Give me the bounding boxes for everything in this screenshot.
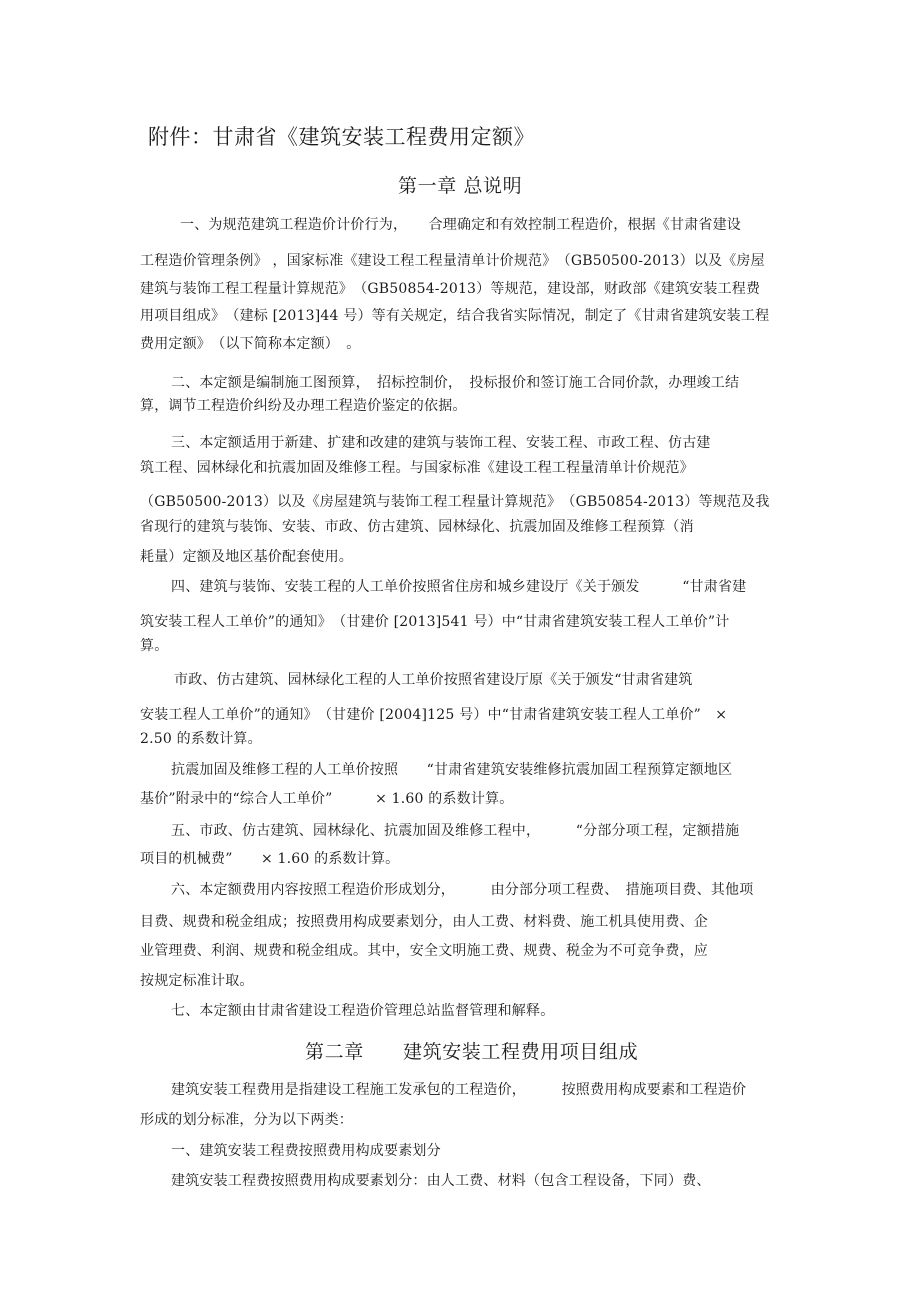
paragraph-line: 按规定标准计取。 — [140, 973, 254, 989]
paragraph-line: 一、建筑安装工程费按照费用构成要素划分 — [171, 1143, 441, 1159]
paragraph-line: 三、本定额适用于新建、扩建和改建的建筑与装饰工程、安装工程、市政工程、仿古建 — [171, 435, 711, 451]
paragraph-line: 安装工程人工单价”的通知》 （甘建价 [2004]125 号）中“甘肃省建筑安装工程人工单价” × — [140, 707, 728, 723]
paragraph-line: 一、为规范建筑工程造价计价行为， 合理确定和有效控制工程造价，根据《甘肃省建设 — [180, 217, 741, 233]
paragraph-line: 建筑安装工程费用是指建设工程施工发承包的工程造价， 按照费用构成要素和工程造价 — [171, 1082, 747, 1098]
paragraph-line: 市政、仿古建筑、园林绿化工程的人工单价按照省建设厅原《关于颁发“甘肃省建筑 — [174, 672, 693, 688]
paragraph-line: 算，调节工程造价纠纷及办理工程造价鉴定的依据。 — [140, 398, 467, 414]
paragraph-line: 二、本定额是编制施工图预算， 招标控制价， 投标报价和签订施工合同价款，办理竣工结 — [171, 375, 740, 391]
document-title: 附件：甘肃省《建筑安装工程费用定额》 — [148, 125, 535, 149]
paragraph-line: 耗量）定额及地区基价配套使用。 — [140, 549, 353, 565]
paragraph-line: 工程造价管理条例》 ，国家标准《建设工程工程量清单计价规范》 （GB50500-2013）以及《房屋 — [140, 253, 765, 269]
paragraph-line: 四、建筑与装饰、安装工程的人工单价按照省住房和城乡建设厅《关于颁发 “甘肃省建 — [171, 579, 747, 595]
paragraph-line: 项目的机械费” × 1.60 的系数计算。 — [140, 851, 400, 867]
paragraph-line: 形成的划分标准，分为以下两类： — [140, 1112, 353, 1128]
paragraph-line: 费用定额》 （以下简称本定额） 。 — [140, 336, 361, 352]
chapter-2-title: 第二章 建筑安装工程费用项目组成 — [305, 1041, 639, 1063]
paragraph-line: 算。 — [140, 638, 169, 654]
paragraph-line: 省现行的建筑与装饰、安装、市政、仿古建筑、园林绿化、抗震加固及维修工程预算（消 — [140, 519, 694, 535]
paragraph-line: 筑工程、园林绿化和抗震加固及维修工程。与国家标准《建设工程工程量清单计价规范》 — [140, 460, 694, 476]
paragraph-line: （GB50500-2013）以及《房屋建筑与装饰工程工程量计算规范》 （GB50854-2013）等规范及我 — [140, 494, 770, 510]
paragraph-line: 六、本定额费用内容按照工程造价形成划分， 由分部分项工程费、 措施项目费、其他项 — [171, 882, 754, 898]
paragraph-line: 抗震加固及维修工程的人工单价按照 “甘肃省建筑安装维修抗震加固工程预算定额地区 — [171, 762, 733, 778]
paragraph-line: 建筑安装工程费按照费用构成要素划分：由人工费、材料（包含工程设备，下同）费、 — [171, 1173, 711, 1189]
paragraph-line: 用项目组成》 （建标 [2013]44 号）等有关规定，结合我省实际情况，制定了《甘肃省建筑安装工程 — [140, 308, 770, 324]
paragraph-line: 业管理费、利润、规费和税金组成。其中，安全文明施工费、规费、税金为不可竞争费，应 — [140, 943, 708, 959]
paragraph-line: 建筑与装饰工程工程量计算规范》 （GB50854-2013）等规范，建设部，财政部《建筑安装工程费 — [140, 281, 761, 297]
paragraph-line: 2.50 的系数计算。 — [140, 731, 262, 747]
paragraph-line: 基价”附录中的“综合人工单价” × 1.60 的系数计算。 — [140, 791, 514, 807]
paragraph-line: 筑安装工程人工单价”的通知》 （甘建价 [2013]541 号）中“甘肃省建筑安装工程人工单价”计 — [140, 614, 730, 630]
chapter-1-title: 第一章 总说明 — [398, 175, 523, 197]
paragraph-line: 七、本定额由甘肃省建设工程造价管理总站监督管理和解释。 — [171, 1003, 555, 1019]
paragraph-line: 目费、规费和税金组成；按照费用构成要素划分，由人工费、材料费、施工机具使用费、企 — [140, 914, 708, 930]
paragraph-line: 五、市政、仿古建筑、园林绿化、抗震加固及维修工程中， “分部分项工程，定额措施 — [171, 823, 740, 839]
